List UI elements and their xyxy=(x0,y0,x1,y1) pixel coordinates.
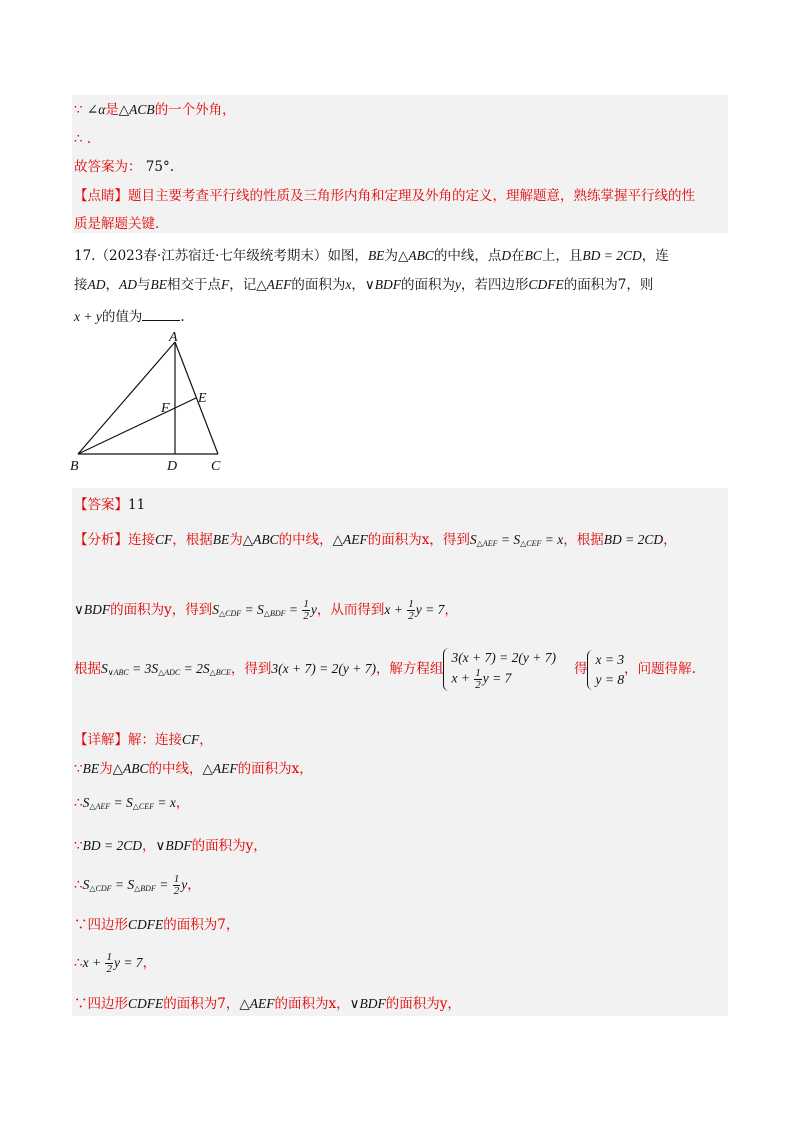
math: ∨BDF xyxy=(349,996,386,1011)
text: ， xyxy=(187,877,201,893)
math: S xyxy=(82,795,90,810)
detail-line-3 xyxy=(74,793,189,817)
math: △AEF xyxy=(256,277,292,292)
equation-area-cdf-bdf xyxy=(212,598,317,623)
triangle-acb: △ACB xyxy=(118,102,155,117)
triangle-figure xyxy=(60,330,260,480)
comment-label: 【点睛】 xyxy=(74,188,128,204)
detail-line-7 xyxy=(74,950,156,976)
math: BE xyxy=(82,761,100,776)
label-d: D xyxy=(167,459,178,474)
angle-alpha: ∠α xyxy=(86,102,106,117)
text: 的面积为7，则 xyxy=(563,277,654,293)
math: x + xyxy=(384,602,407,617)
math: = xyxy=(155,877,172,892)
text: ， xyxy=(199,732,213,748)
math: y xyxy=(181,877,188,892)
fraction-half xyxy=(302,599,310,622)
text: 上，且 xyxy=(541,248,583,264)
question-line-1 xyxy=(74,246,669,266)
text: 的中线， xyxy=(148,761,203,777)
text: ， xyxy=(142,955,157,971)
text: ， xyxy=(141,838,156,854)
math: S xyxy=(469,532,477,547)
text: 的中线，点 xyxy=(433,248,502,264)
text: 接 xyxy=(74,277,88,293)
analysis-line-3 xyxy=(74,648,696,691)
text: 的面积为y， xyxy=(385,996,461,1012)
label-a: A xyxy=(169,330,178,345)
math: y = 7 xyxy=(482,670,512,686)
math: △AEF xyxy=(202,761,238,776)
math: 1 xyxy=(475,667,481,679)
math xyxy=(451,668,556,691)
math: = S xyxy=(497,532,521,547)
text: 的值为 xyxy=(101,309,143,325)
math: = x xyxy=(541,532,564,547)
text: ，根据 xyxy=(172,532,213,548)
text: 与 xyxy=(137,277,151,293)
detail-line-2 xyxy=(74,759,313,779)
math: 2 xyxy=(475,679,481,691)
text: ， xyxy=(351,277,365,293)
question-number: 17. xyxy=(74,248,96,264)
text: 连接 xyxy=(128,532,155,548)
detail-line-6 xyxy=(74,915,239,935)
math: F xyxy=(221,277,230,292)
text: 题目主要考查平行线的性质及三角形内角和定理及外角的定义，理解题意，熟练掌握平行线的性 xyxy=(128,188,695,204)
text: 根据 xyxy=(74,661,101,677)
answer-value: 75°. xyxy=(145,159,175,175)
math: x + xyxy=(451,670,474,686)
detail-line-5 xyxy=(74,872,201,902)
math: y = 7 xyxy=(415,602,445,617)
question-line-3 xyxy=(74,306,185,327)
text: ，得到 xyxy=(230,661,272,677)
math: y = 7 xyxy=(113,955,143,970)
math: △CDF xyxy=(89,884,112,893)
math: △AEF xyxy=(476,539,498,548)
math: CDFE xyxy=(128,917,164,932)
label-b: B xyxy=(70,459,79,474)
text: ， xyxy=(175,795,190,811)
math: △BDF xyxy=(134,884,156,893)
math: y = 8 xyxy=(595,671,625,687)
text: ，解方程组 xyxy=(375,661,444,677)
text: 如图， xyxy=(327,248,368,264)
comment-line-2 xyxy=(74,214,159,234)
math: BC xyxy=(524,248,542,263)
text: 是 xyxy=(105,102,119,118)
brace xyxy=(443,648,450,691)
math: △CEF xyxy=(520,539,542,548)
math: 1 xyxy=(303,598,309,611)
label-f: F xyxy=(161,401,170,416)
label-c: C xyxy=(211,459,221,474)
math: AD xyxy=(119,277,137,292)
equation-area-aef-cef xyxy=(470,532,563,547)
math: S xyxy=(212,602,220,617)
math: 1 xyxy=(408,598,414,611)
segment-be xyxy=(78,398,196,454)
text: 质是解题关键. xyxy=(74,216,160,232)
text: 相交于点 xyxy=(167,277,221,293)
text: 的面积为 xyxy=(291,277,346,293)
math: y xyxy=(455,277,461,292)
math: 2 xyxy=(106,963,112,976)
math: △BDF xyxy=(263,609,286,618)
label-e: E xyxy=(198,391,207,406)
text: 在 xyxy=(511,248,525,264)
math: CDFE xyxy=(528,277,564,292)
math: = S xyxy=(241,602,264,617)
math: CF xyxy=(182,732,200,747)
math: △ABC xyxy=(397,248,434,263)
text: ，记 xyxy=(229,277,257,293)
detail-line-4 xyxy=(74,836,267,856)
math: x xyxy=(345,277,352,292)
segment-ab xyxy=(78,342,175,454)
math: ∨ABC xyxy=(107,668,129,677)
math: △ABC xyxy=(112,761,149,776)
text: ∴ xyxy=(74,955,83,971)
math: △AEF xyxy=(89,802,111,811)
text: ，从而得到 xyxy=(316,602,385,618)
text: 的面积为 xyxy=(401,277,455,293)
math: D xyxy=(501,248,512,263)
text: ，连 xyxy=(641,248,669,264)
text: . xyxy=(180,309,185,325)
text: 得 xyxy=(573,661,588,677)
text: ∴ xyxy=(74,795,83,811)
solution-system xyxy=(587,650,624,690)
math: 3(x + 7) = 2(y + 7) xyxy=(271,661,376,676)
math: x + xyxy=(82,955,105,970)
math: BE xyxy=(367,248,385,263)
text: 为 xyxy=(229,532,243,548)
fraction xyxy=(173,874,181,897)
text: ∵ xyxy=(74,761,83,777)
math: △AEF xyxy=(239,996,275,1011)
text: 的面积为y， xyxy=(191,838,267,854)
analysis-line-1 xyxy=(74,530,677,554)
text: 的面积为x， xyxy=(237,761,313,777)
because-symbol: ∵ xyxy=(74,102,83,118)
math: ∨BDF xyxy=(155,838,192,853)
math: BD = 2CD xyxy=(82,838,142,853)
text: 的面积为x，得到 xyxy=(367,532,470,548)
math: 1 xyxy=(106,951,112,964)
math: AD xyxy=(87,277,106,292)
text: ∵ xyxy=(74,838,83,854)
math: △ABC xyxy=(242,532,279,547)
analysis-line-2 xyxy=(74,597,458,627)
text: ∴ . xyxy=(74,131,92,147)
text: ∵四边形 xyxy=(74,996,128,1012)
equation-x-half-y xyxy=(384,598,445,623)
brace xyxy=(587,650,594,690)
answer-label: 【答案】 xyxy=(74,497,128,513)
therefore-line xyxy=(74,129,91,149)
text: 故答案为： xyxy=(74,159,142,175)
math: △ADC xyxy=(158,668,181,677)
math: △BCE xyxy=(209,668,231,677)
math: = 3S xyxy=(128,661,159,676)
math: △AEF xyxy=(332,532,368,547)
question-source: （2023春·江苏宿迁·七年级统考期末） xyxy=(95,248,328,264)
math: 2 xyxy=(303,610,309,623)
math: = xyxy=(285,602,302,617)
text: 的面积为7， xyxy=(163,996,240,1012)
text: ∵四边形 xyxy=(74,917,128,933)
text: ，根据 xyxy=(563,532,604,548)
math xyxy=(82,873,188,898)
text: 解：连接 xyxy=(128,732,182,748)
math: = S xyxy=(111,877,135,892)
math xyxy=(82,951,143,976)
math: △CDF xyxy=(219,609,242,618)
math: BD = 2CD xyxy=(603,532,664,547)
math: 1 xyxy=(173,873,180,886)
equation-area-ratios xyxy=(101,661,231,676)
math: BE xyxy=(150,277,167,292)
math: 3(x + 7) = 2(y + 7) xyxy=(451,650,556,665)
reason-line xyxy=(74,100,236,120)
text: 为 xyxy=(99,761,113,777)
text: ，若四边形 xyxy=(461,277,529,293)
fraction xyxy=(407,599,415,622)
math: BE xyxy=(212,532,230,547)
math xyxy=(83,795,176,810)
math: y xyxy=(310,602,317,617)
answer-line-17 xyxy=(74,495,145,515)
detail-line-8 xyxy=(74,994,461,1014)
text: 的面积为x， xyxy=(274,996,350,1012)
analysis-label: 【分析】 xyxy=(74,532,128,548)
math: 2 xyxy=(408,610,414,623)
math: BD = 2CD xyxy=(582,248,642,263)
text: 的面积为y，得到 xyxy=(110,602,213,618)
text: ， xyxy=(663,532,677,548)
text: 的一个外角， xyxy=(154,102,236,118)
math: x + y xyxy=(74,309,102,324)
comment-line-1 xyxy=(74,186,695,206)
detail-line-1 xyxy=(74,730,213,750)
equation-system xyxy=(443,648,556,691)
math: S xyxy=(101,661,108,676)
math: ∨BDF xyxy=(74,602,111,617)
text: ，问题得解. xyxy=(624,661,696,677)
text: 的面积为7， xyxy=(163,917,240,933)
math: △CEF xyxy=(132,802,155,811)
text: ， xyxy=(444,602,458,618)
math: = S xyxy=(110,795,133,810)
math: S xyxy=(82,877,90,892)
math: CDFE xyxy=(128,996,164,1011)
answer-value-17: 11 xyxy=(128,497,146,513)
math: CF xyxy=(155,532,173,547)
math: = 2S xyxy=(180,661,210,676)
answer-blank xyxy=(142,306,180,321)
answer-line xyxy=(74,157,174,177)
math: = x xyxy=(154,795,176,810)
fraction xyxy=(105,952,113,975)
math: 2 xyxy=(173,885,180,898)
text: 的中线， xyxy=(278,532,333,548)
segment-ac xyxy=(175,342,218,454)
math: x = 3 xyxy=(595,651,625,667)
solution-block xyxy=(72,488,728,1016)
text: 为 xyxy=(384,248,398,264)
question-line-2 xyxy=(74,275,653,295)
text: ， xyxy=(105,277,119,293)
detail-label: 【详解】 xyxy=(74,732,128,748)
text: ∴ xyxy=(74,877,83,893)
math: ∨BDF xyxy=(364,277,401,292)
fraction xyxy=(474,668,482,691)
